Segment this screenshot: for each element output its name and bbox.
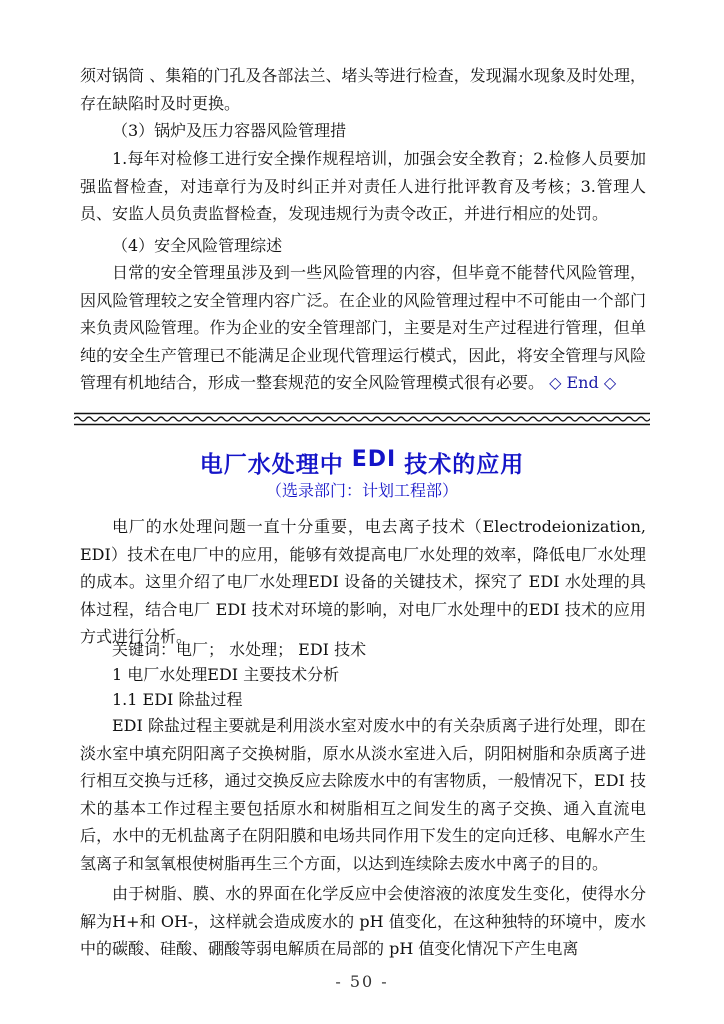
section-heading-1-1: 1.1 EDI 除盐过程 <box>112 690 243 709</box>
risk-summary-text: 日常的安全管理虽涉及到一些风险管理的内容，但毕竟不能替代风险管理，因风险管理较之安全管理内容广泛。在企业的风险管理过程中不可能由一个部门来负责风险管理。作为企业的安全管理部门，主要是对生产过程进行管理，但单纯的安全生产管理已不能满足企业现代管理运行模式，因此，将安全管理与风险管理有机地结合，形成一整套规范的安全风险管理模式很有必要。 <box>80 263 646 392</box>
title-edi: EDI <box>351 447 397 472</box>
end-mark: ◇ End ◇ <box>549 373 617 392</box>
paragraph-resin-interface: 由于树脂、膜、水的界面在化学反应中会使溶液的浓度发生变化，使得水分解为H+和 OH-，这样就会造成废水的 pH 值变化，在这种独特的环境中，废水中的碳酸、硅酸、硼酸等弱电解质在局部的 pH 值变化情况下产生电离 <box>80 884 646 958</box>
title-part2: 技术的应用 <box>404 452 525 478</box>
paragraph-intro: 电厂的水处理问题一直十分重要，电去离子技术（Electrodeionization, EDI）技术在电厂中的应用，能够有效提高电厂水处理的效率，降低电厂水处理的成本。这里介绍了电厂水处理EDI 设备的关键技术，探究了 EDI 水处理的具体过程，结合电厂 EDI 技术对环境的影响，对电厂水处理中的EDI 技术的应用方式进行分析。 <box>80 517 646 646</box>
page-number: - 50 - <box>335 972 389 991</box>
article-title <box>0 446 724 479</box>
paragraph-inspection: 须对锅筒 、集箱的门孔及各部法兰、堵头等进行检查，发现漏水现象及时处理，存在缺陷时及时更换。 <box>80 66 646 113</box>
paragraph-risk-summary <box>80 259 646 397</box>
paragraph-desalting: EDI 除盐过程主要就是利用淡水室对废水中的有关杂质离子进行处理，即在淡水室中填充阴阳离子交换树脂，原水从淡水室进入后，阴阳树脂和杂质离子进行相互交换与迁移，通过交换反应去除废水中的有害物质，一般情况下，EDI 技术的基本工作过程主要包括原水和树脂相互之间发生的离子交换、通入直流电后，水中的无机盐离子在阴阳膜和电场共同作用下发生的定向迁移、电解水产生氢离子和氢氧根使树脂再生三个方面，以达到连续除去废水中离子的目的。 <box>80 716 646 873</box>
heading-boiler-risk: （3）锅炉及压力容器风险管理措 <box>112 121 347 140</box>
wavy-divider <box>74 412 650 426</box>
section-heading-1: 1 电厂水处理EDI 主要技术分析 <box>112 665 340 684</box>
heading-safety-risk: （4）安全风险管理综述 <box>112 236 283 255</box>
article-subtitle: （选录部门：计划工程部） <box>265 481 458 500</box>
keywords: 关键词：电厂； 水处理； EDI 技术 <box>112 640 367 659</box>
title-part1: 电厂水处理中 <box>199 452 344 478</box>
paragraph-training: 1.每年对检修工进行安全操作规程培训，加强会安全教育；2.检修人员要加强监督检查，对违章行为及时纠正并对责任人进行批评教育及考核；3.管理人员、安监人员负责监督检查，发现违规行为责令改正，并进行相应的处罚。 <box>80 149 646 223</box>
